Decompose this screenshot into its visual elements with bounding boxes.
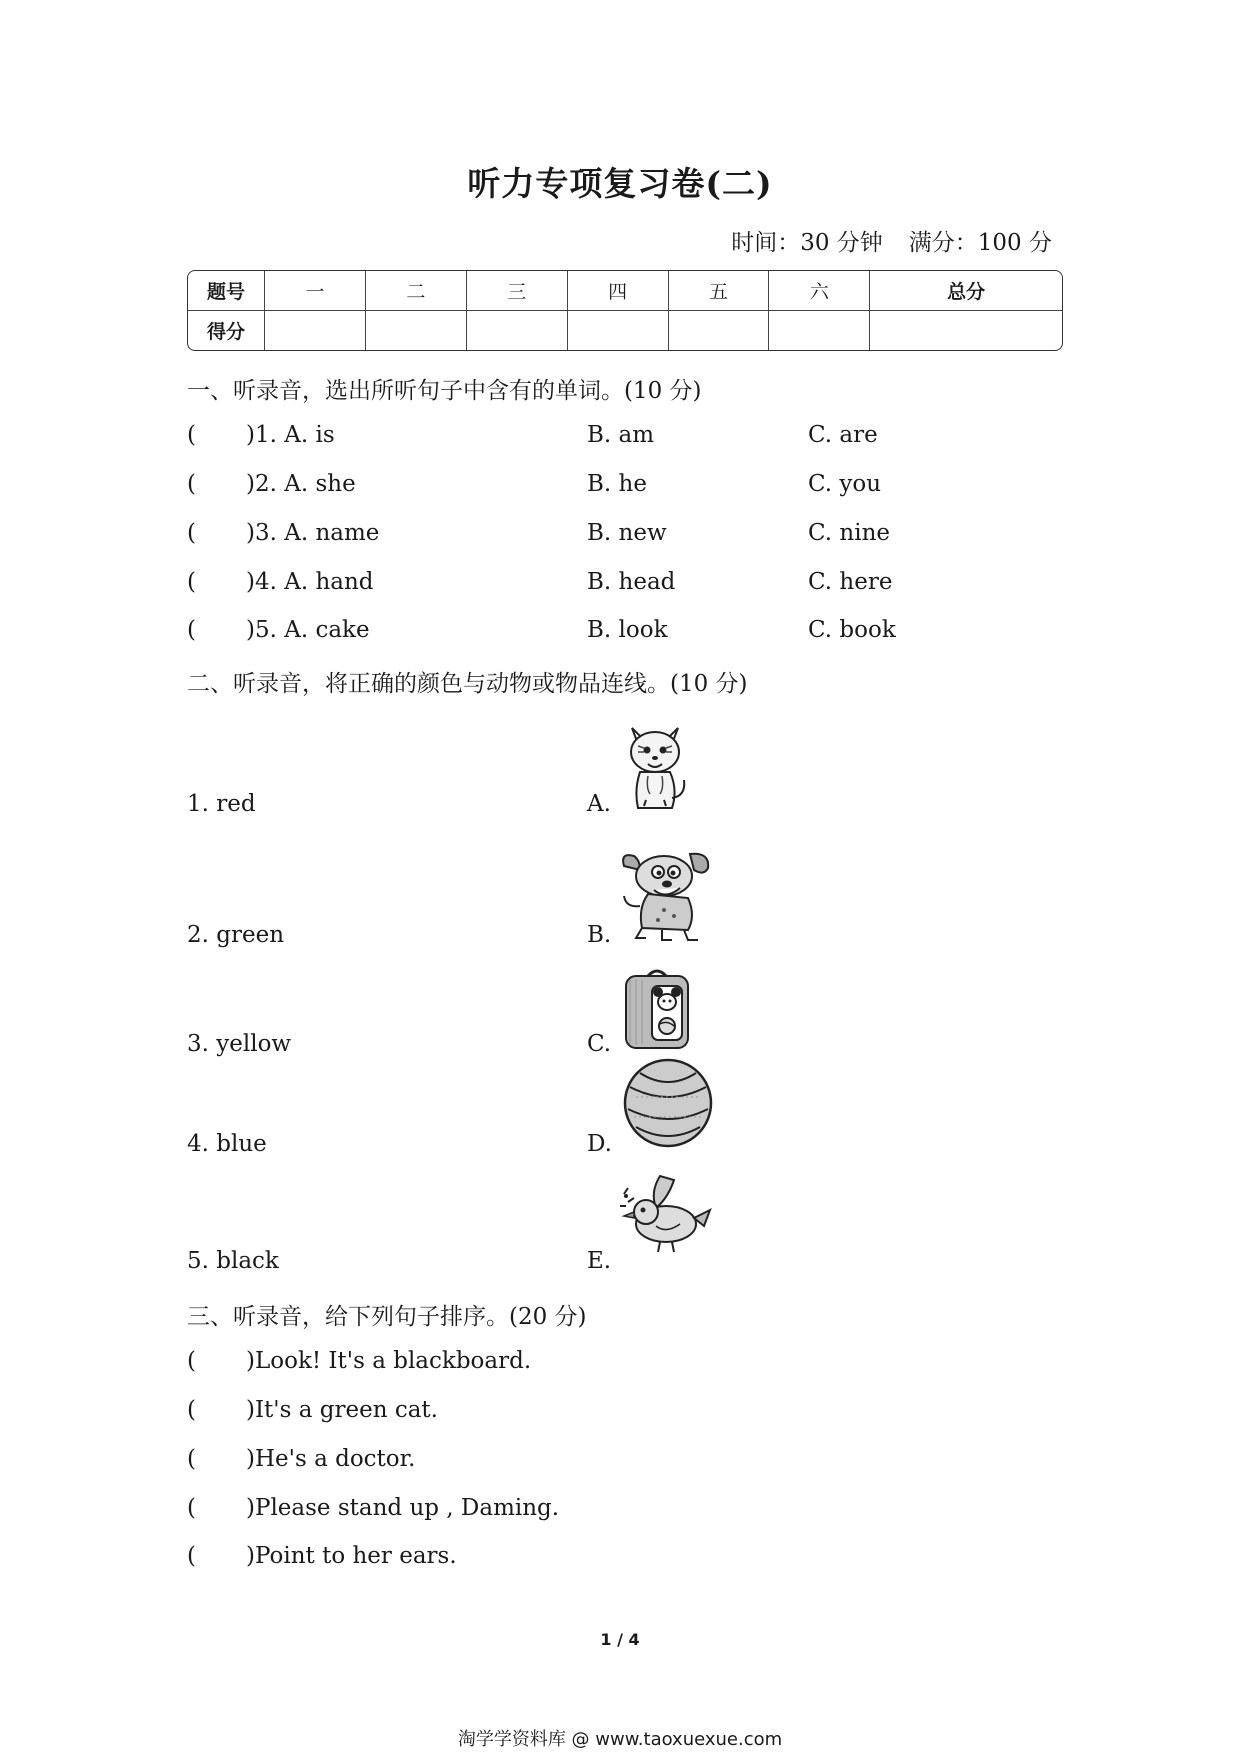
score-table-score-row [188,311,1062,350]
score-table [187,270,1063,351]
schoolbag-icon[interactable] [620,966,694,1052]
score-cell: 三 [467,271,568,311]
picture-letter: C. [587,1031,612,1057]
question-option-c: C. you [808,471,882,497]
color-item[interactable]: 4. blue [187,1131,267,1157]
sentence-text: )Point to her ears. [246,1543,457,1569]
score-cell: 题号 [188,271,265,311]
question-option-a: )4. A. hand [246,569,374,595]
question-option-a: )2. A. she [246,471,356,497]
answer-paren[interactable]: ( [187,1446,196,1472]
question-option-b: B. look [587,617,668,643]
footer-watermark: 淘学学资料库 @ www.taoxuexue.com [457,1729,783,1750]
answer-paren[interactable]: ( [187,1543,196,1569]
score-entry[interactable] [366,311,467,350]
page-title: 听力专项复习卷(二) [467,164,773,203]
exam-meta [731,224,1052,257]
full-score: 满分：100 分 [908,230,1052,256]
picture-letter: E. [587,1248,612,1274]
score-entry[interactable] [568,311,669,350]
dog-icon[interactable] [618,846,714,944]
section1-heading: 一、听录音，选出所听句子中含有的单词。(10 分) [187,378,702,404]
question-option-b: B. new [587,520,667,546]
score-cell: 四 [568,271,669,311]
question-option-a: )1. A. is [246,422,335,448]
score-cell: 二 [366,271,467,311]
question-option-c: C. are [808,422,878,448]
sentence-text: )He's a doctor. [246,1446,416,1472]
picture-letter: B. [587,922,612,948]
question-option-c: C. book [808,617,896,643]
page-number: 1 / 4 [600,1630,640,1649]
answer-paren[interactable]: ( [187,1348,196,1374]
color-item[interactable]: 3. yellow [187,1031,292,1057]
section3-heading: 三、听录音，给下列句子排序。(20 分) [187,1304,587,1330]
question-option-b: B. head [587,569,676,595]
answer-paren[interactable]: ( [187,617,196,643]
bird-icon[interactable] [616,1172,712,1256]
time-limit: 时间：30 分钟 [731,230,883,256]
sentence-text: )Look! It's a blackboard. [246,1348,532,1374]
answer-paren[interactable]: ( [187,1397,196,1423]
answer-paren[interactable]: ( [187,471,196,497]
answer-paren[interactable]: ( [187,569,196,595]
score-table-header-row [188,271,1062,311]
score-entry[interactable] [669,311,770,350]
score-entry[interactable] [870,311,1062,350]
score-cell: 总分 [870,271,1062,311]
question-option-c: C. nine [808,520,890,546]
question-option-b: B. am [587,422,655,448]
score-entry[interactable] [467,311,568,350]
answer-paren[interactable]: ( [187,1495,196,1521]
cat-icon[interactable] [618,718,692,814]
answer-paren[interactable]: ( [187,520,196,546]
question-option-a: )3. A. name [246,520,380,546]
picture-letter: A. [587,791,611,817]
answer-paren[interactable]: ( [187,422,196,448]
sentence-text: )It's a green cat. [246,1397,438,1423]
score-cell: 五 [669,271,770,311]
color-item[interactable]: 1. red [187,791,256,817]
score-entry[interactable] [769,311,870,350]
color-item[interactable]: 2. green [187,922,285,948]
score-cell: 一 [265,271,366,311]
sentence-text: )Please stand up , Daming. [246,1495,560,1521]
section2-heading: 二、听录音，将正确的颜色与动物或物品连线。(10 分) [187,671,748,697]
ball-icon[interactable] [622,1057,714,1149]
score-entry[interactable] [265,311,366,350]
score-cell: 六 [769,271,870,311]
color-item[interactable]: 5. black [187,1248,279,1274]
question-option-c: C. here [808,569,893,595]
question-option-b: B. he [587,471,647,497]
question-option-a: )5. A. cake [246,617,370,643]
picture-letter: D. [587,1131,612,1157]
score-cell: 得分 [188,311,265,350]
